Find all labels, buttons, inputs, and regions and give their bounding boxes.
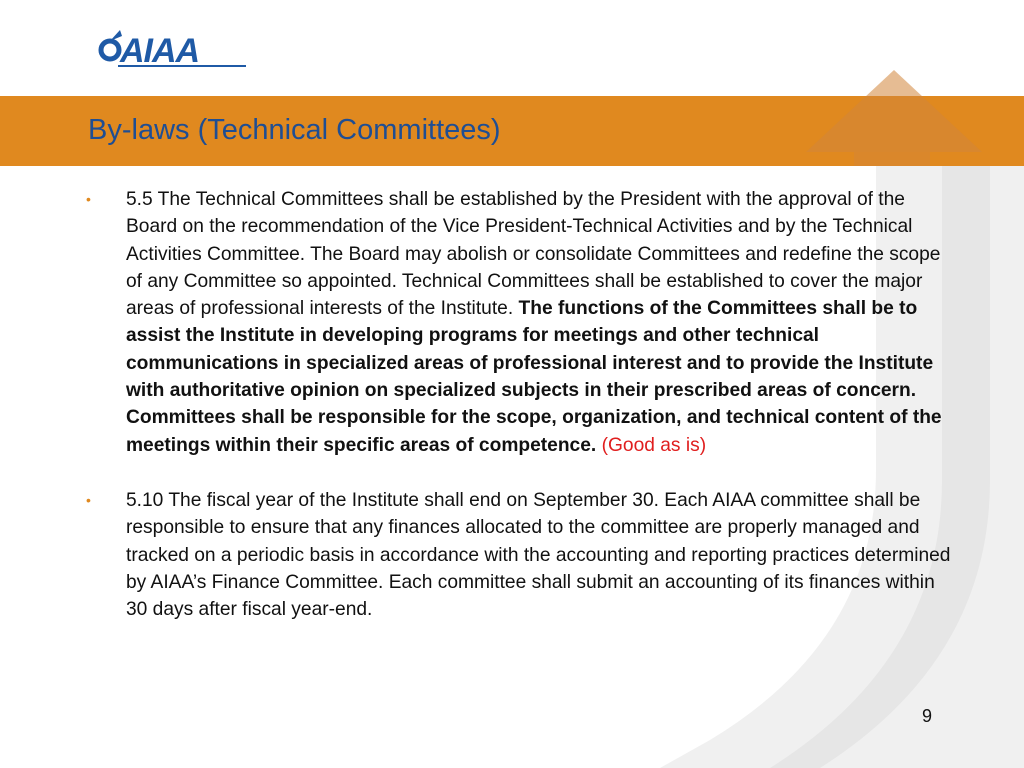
bullet-item-5-5	[86, 186, 956, 459]
bullet-list	[86, 186, 956, 651]
review-note: (Good as is)	[601, 434, 707, 456]
bullet-icon: •	[86, 191, 91, 207]
logo-text: AIAA	[120, 32, 200, 70]
bullet-icon: •	[86, 491, 91, 508]
aiaa-logo	[96, 22, 256, 72]
bullet-text-regular: 5.10 The fiscal year of the Institute shall end on September 30. Each AIAA committee shall be responsible to ensure that any finances allocated to the committee are properly managed and tracked on a periodic basis in accordance with the accounting and reporting practices determined by AIAA’s Finance Committee. Each committee shall submit an accounting of its finances within 30 days after fiscal year-end.	[126, 489, 951, 621]
bullet-item-5-10	[86, 487, 956, 623]
slide-title: By-laws (Technical Committees)	[88, 114, 501, 146]
page-number: 9	[922, 706, 933, 726]
bullet-text-bold: The functions of the Committees shall be to assist the Institute in developing programs for meetings and other technical communications in specialized areas of professional interest and to provide the Institute with authoritative opinion on specialized subjects in their prescribed areas of concern. Committees shall be responsible for the scope, organization, and technical content of the meetings within their specific areas of competence.	[126, 298, 942, 456]
bullet-text-regular: 5.5 The Technical Committees shall be established by the President with the approval of the Board on the recommendation of the Vice President-Technical Activities and by the Technical Activities Committee. The Board may abolish or consolidate Committees and redefine the scope of any Committee so appointed. Technical Committees shall be established to cover the major areas of professional interests of the Institute.	[126, 189, 941, 320]
